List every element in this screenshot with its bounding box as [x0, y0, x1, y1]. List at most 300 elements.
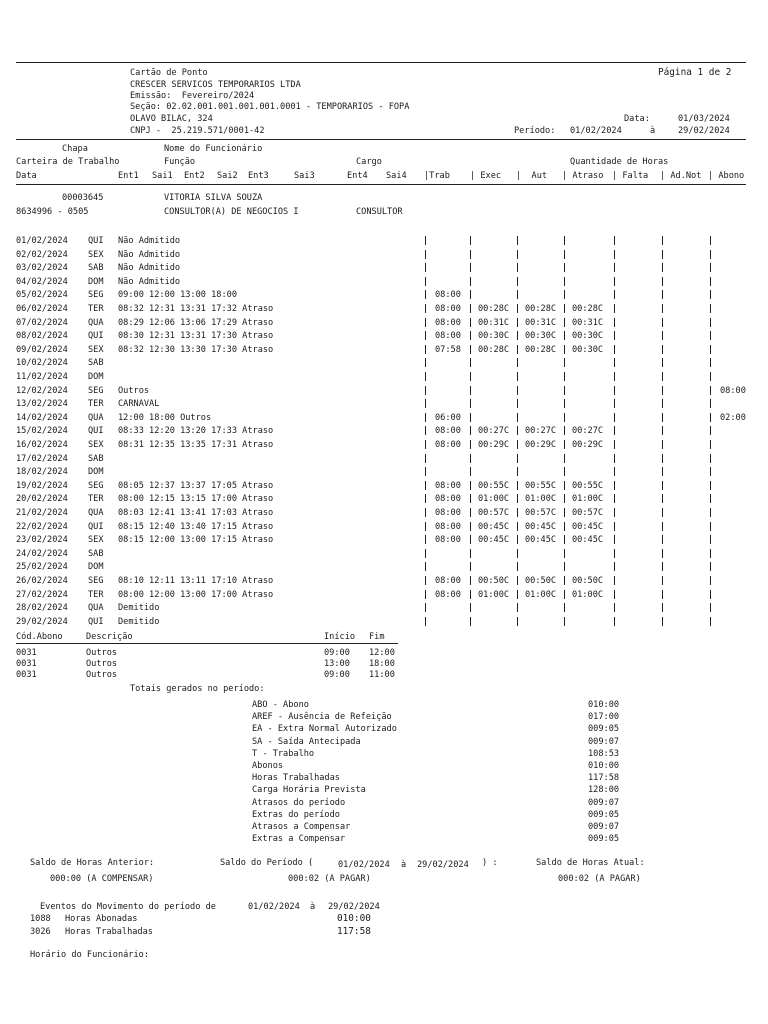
column-separator — [564, 454, 565, 463]
day-marks: Outros — [118, 385, 150, 396]
column-separator — [517, 522, 518, 531]
day-aut: 00:55C — [525, 480, 557, 491]
abono-inicio: 13:00 — [324, 659, 350, 669]
column-separator — [517, 603, 518, 612]
day-date: 28/02/2024 — [16, 603, 68, 614]
day-atraso: 00:29C — [572, 440, 604, 450]
day-row — [0, 562, 768, 576]
total-row — [0, 834, 768, 848]
col-nome: Nome do Funcionário — [164, 144, 263, 154]
day-row — [0, 372, 768, 386]
day-exec: 00:28C — [478, 344, 510, 355]
day-of-week: SAB — [88, 263, 104, 274]
total-value: 017:00 — [588, 712, 620, 723]
period-sep: à — [650, 126, 656, 136]
column-separator — [614, 440, 615, 449]
day-of-week: SEX — [88, 344, 104, 355]
column-separator — [517, 399, 518, 408]
column-separator — [564, 345, 565, 354]
column-separator — [470, 250, 471, 259]
total-value: 117:58 — [588, 773, 620, 784]
emission: Emissão: Fevereiro/2024 — [130, 91, 255, 101]
day-exec: 00:31C — [478, 317, 510, 328]
employee-cargo: CONSULTOR — [356, 207, 403, 217]
day-atraso: 00:30C — [572, 344, 604, 355]
column-separator — [614, 290, 615, 299]
column-separator — [710, 372, 711, 381]
day-marks: 08:32 12:30 13:30 17:30 Atraso — [118, 344, 274, 355]
eventos-end: 29/02/2024 — [328, 902, 380, 912]
day-trab: 08:00 — [435, 535, 461, 546]
column-separator — [425, 250, 426, 259]
company-name: CRESCER SERVICOS TEMPORARIOS LTDA — [130, 80, 301, 90]
column-separator — [564, 481, 565, 490]
total-value: 010:00 — [588, 761, 620, 771]
total-label: Horas Trabalhadas — [252, 773, 340, 784]
day-of-week: TER — [88, 589, 104, 600]
total-value: 009:05 — [588, 809, 620, 820]
day-aut: 00:28C — [525, 344, 557, 355]
day-trab: 08:00 — [435, 426, 461, 437]
column-separator — [662, 399, 663, 408]
day-of-week: DOM — [88, 562, 104, 573]
column-separator — [517, 345, 518, 354]
day-exec: 00:28C — [478, 304, 510, 314]
total-label: Abonos — [252, 761, 284, 771]
day-of-week: DOM — [88, 372, 104, 382]
total-value: 009:05 — [588, 834, 620, 845]
column-separator — [662, 535, 663, 544]
day-of-week: SAB — [88, 548, 104, 559]
column-separator — [470, 454, 471, 463]
total-label: T - Trabalho — [252, 748, 315, 759]
day-trab: 06:00 — [435, 412, 461, 423]
day-trab: 08:00 — [435, 589, 461, 600]
column-separator — [614, 454, 615, 463]
day-marks: CARNAVAL — [118, 399, 160, 410]
column-separator — [662, 522, 663, 531]
day-date: 08/02/2024 — [16, 331, 68, 342]
day-marks: 12:00 18:00 Outros — [118, 412, 212, 423]
day-row — [0, 467, 768, 481]
day-date: 29/02/2024 — [16, 616, 68, 627]
column-separator — [614, 236, 615, 245]
day-trab: 08:00 — [435, 494, 461, 505]
evento-desc: Horas Trabalhadas — [65, 927, 153, 937]
day-atraso: 00:28C — [572, 304, 604, 314]
column-separator — [564, 467, 565, 476]
column-separator — [710, 426, 711, 435]
column-separator — [564, 250, 565, 259]
column-separator — [517, 290, 518, 299]
column-separator — [425, 494, 426, 503]
day-of-week: QUI — [88, 236, 104, 246]
day-of-week: SEX — [88, 535, 104, 546]
column-separator — [614, 522, 615, 531]
day-date: 10/02/2024 — [16, 358, 68, 369]
day-date: 04/02/2024 — [16, 276, 68, 287]
day-aut: 00:45C — [525, 521, 557, 532]
day-row — [0, 426, 768, 440]
day-of-week: SEX — [88, 440, 104, 450]
column-separator — [564, 590, 565, 599]
column-separator — [662, 467, 663, 476]
column-separator — [425, 331, 426, 340]
column-separator — [470, 290, 471, 299]
saldo-atual-value: 000:02 (A PAGAR) — [558, 874, 641, 884]
day-date: 25/02/2024 — [16, 562, 68, 573]
column-separator — [710, 413, 711, 422]
saldo-atual-label: Saldo de Horas Atual: — [536, 858, 645, 868]
column-separator — [425, 535, 426, 544]
column-separator — [710, 358, 711, 367]
column-separator — [662, 440, 663, 449]
column-separator — [710, 549, 711, 558]
period-end: 29/02/2024 — [678, 126, 730, 136]
day-exec: 01:00C — [478, 494, 510, 505]
abono-fim: 12:00 — [369, 648, 395, 658]
column-separator — [710, 290, 711, 299]
column-separator — [662, 263, 663, 272]
abono-desc: Outros — [86, 648, 118, 658]
column-separator — [425, 454, 426, 463]
column-separator — [662, 426, 663, 435]
column-separator — [710, 331, 711, 340]
column-separator — [564, 413, 565, 422]
column-separator — [564, 508, 565, 517]
column-separator — [564, 440, 565, 449]
day-aut: 00:45C — [525, 535, 557, 546]
day-exec: 00:55C — [478, 480, 510, 491]
col-chapa: Chapa — [62, 144, 88, 154]
header-rule — [16, 139, 746, 140]
column-separator — [517, 250, 518, 259]
day-marks: 08:30 12:31 13:31 17:30 Atraso — [118, 331, 274, 342]
day-date: 27/02/2024 — [16, 589, 68, 600]
day-exec: 00:30C — [478, 331, 510, 342]
day-date: 09/02/2024 — [16, 344, 68, 355]
employee-chapa: 00003645 — [62, 193, 104, 203]
date-value: 01/03/2024 — [678, 114, 730, 124]
column-separator — [425, 562, 426, 571]
evento-cod: 3026 — [30, 927, 51, 937]
column-separator — [710, 277, 711, 286]
day-row — [0, 277, 768, 291]
evento-value: 010:00 — [337, 913, 371, 924]
column-separator — [517, 508, 518, 517]
day-exec: 00:27C — [478, 426, 510, 437]
col-ent2: Ent2 — [184, 171, 205, 181]
day-trab: 08:00 — [435, 440, 461, 450]
column-separator — [710, 250, 711, 259]
column-separator — [517, 386, 518, 395]
column-separator — [564, 304, 565, 313]
column-separator — [614, 399, 615, 408]
day-trab: 08:00 — [435, 576, 461, 586]
column-separator — [470, 399, 471, 408]
column-separator — [425, 263, 426, 272]
saldo-anterior-label: Saldo de Horas Anterior: — [30, 858, 155, 868]
day-of-week: QUA — [88, 508, 104, 518]
column-separator — [517, 331, 518, 340]
day-row — [0, 481, 768, 495]
total-value: 128:00 — [588, 785, 620, 796]
total-value: 010:00 — [588, 700, 620, 710]
column-separator — [470, 481, 471, 490]
day-marks: Não Admitido — [118, 249, 181, 260]
total-label: Carga Horária Prevista — [252, 785, 366, 796]
column-separator — [710, 576, 711, 585]
column-separator — [614, 590, 615, 599]
column-separator — [425, 590, 426, 599]
column-separator — [662, 304, 663, 313]
day-of-week: QUI — [88, 616, 104, 627]
period-start: 01/02/2024 — [570, 126, 622, 136]
column-separator — [425, 549, 426, 558]
address: OLAVO BILAC, 324 — [130, 114, 213, 124]
day-aut: 00:31C — [525, 317, 557, 328]
column-separator — [662, 236, 663, 245]
day-marks: 09:00 12:00 13:00 18:00 — [118, 290, 237, 301]
day-date: 06/02/2024 — [16, 304, 68, 314]
employee-carteira: 8634996 - 0505 — [16, 207, 89, 217]
column-separator — [614, 562, 615, 571]
abono-col-cod: Cód.Abono — [16, 632, 63, 642]
day-atraso: 00:55C — [572, 480, 604, 491]
column-separator — [662, 617, 663, 626]
eventos-title: Eventos do Movimento do período de — [40, 902, 216, 912]
column-separator — [470, 372, 471, 381]
column-separator — [662, 331, 663, 340]
column-separator — [614, 494, 615, 503]
day-row — [0, 522, 768, 536]
column-separator — [710, 481, 711, 490]
day-date: 03/02/2024 — [16, 263, 68, 274]
doc-title: Cartão de Ponto — [130, 68, 208, 78]
day-trab: 08:00 — [435, 317, 461, 328]
column-separator — [710, 386, 711, 395]
day-of-week: QUA — [88, 603, 104, 614]
column-separator — [710, 617, 711, 626]
day-aut: 00:50C — [525, 576, 557, 586]
total-label: Atrasos do período — [252, 797, 346, 808]
day-row — [0, 304, 768, 318]
day-marks: Demitido — [118, 603, 160, 614]
day-date: 21/02/2024 — [16, 508, 68, 518]
day-row — [0, 386, 768, 400]
day-of-week: SAB — [88, 453, 104, 464]
column-separator — [517, 263, 518, 272]
column-separator — [425, 508, 426, 517]
day-of-week: TER — [88, 494, 104, 505]
column-separator — [614, 345, 615, 354]
column-separator — [710, 603, 711, 612]
day-row — [0, 494, 768, 508]
column-separator — [517, 590, 518, 599]
day-marks: 08:10 12:11 13:11 17:10 Atraso — [118, 576, 274, 586]
column-separator — [564, 399, 565, 408]
day-row — [0, 603, 768, 617]
column-separator — [564, 386, 565, 395]
day-row — [0, 535, 768, 549]
day-trab: 08:00 — [435, 304, 461, 314]
day-date: 01/02/2024 — [16, 236, 68, 246]
column-separator — [517, 454, 518, 463]
columns-rule — [16, 184, 746, 185]
column-separator — [662, 603, 663, 612]
col-qtd-horas: Quantidade de Horas — [570, 157, 669, 167]
column-separator — [470, 263, 471, 272]
day-of-week: TER — [88, 304, 104, 314]
total-label: EA - Extra Normal Autorizado — [252, 724, 397, 735]
abono-col-desc: Descrição — [86, 632, 133, 642]
day-date: 26/02/2024 — [16, 576, 68, 586]
abono-fim: 18:00 — [369, 659, 395, 669]
column-separator — [470, 236, 471, 245]
day-date: 17/02/2024 — [16, 453, 68, 464]
column-separator — [564, 494, 565, 503]
column-separator — [710, 236, 711, 245]
day-row — [0, 345, 768, 359]
column-separator — [425, 467, 426, 476]
day-marks: 08:29 12:06 13:06 17:29 Atraso — [118, 317, 274, 328]
column-separator — [470, 603, 471, 612]
column-separator — [425, 481, 426, 490]
column-separator — [470, 467, 471, 476]
column-separator — [662, 413, 663, 422]
abono-cod: 0031 — [16, 648, 37, 658]
total-label: ABO - Abono — [252, 700, 309, 710]
column-separator — [614, 263, 615, 272]
day-row — [0, 290, 768, 304]
column-separator — [710, 590, 711, 599]
day-atraso: 01:00C — [572, 494, 604, 505]
day-row — [0, 549, 768, 563]
day-of-week: QUI — [88, 521, 104, 532]
column-separator — [564, 617, 565, 626]
abono-col-fim: Fim — [369, 632, 385, 642]
column-separator — [517, 481, 518, 490]
day-row — [0, 454, 768, 468]
column-separator — [517, 440, 518, 449]
column-separator — [517, 467, 518, 476]
day-aut: 00:28C — [525, 304, 557, 314]
column-separator — [425, 358, 426, 367]
column-separator — [662, 454, 663, 463]
day-of-week: SAB — [88, 358, 104, 369]
day-exec: 01:00C — [478, 589, 510, 600]
day-date: 07/02/2024 — [16, 317, 68, 328]
column-separator — [470, 508, 471, 517]
column-separator — [425, 617, 426, 626]
total-label: Extras do período — [252, 809, 340, 820]
day-row — [0, 263, 768, 277]
day-marks: 08:33 12:20 13:20 17:33 Atraso — [118, 426, 274, 437]
day-row — [0, 617, 768, 631]
day-abono: 02:00 — [720, 412, 746, 423]
column-separator — [517, 562, 518, 571]
day-of-week: QUI — [88, 426, 104, 437]
column-separator — [470, 562, 471, 571]
day-marks: 08:05 12:37 13:37 17:05 Atraso — [118, 480, 274, 491]
column-separator — [614, 386, 615, 395]
day-marks: Não Admitido — [118, 263, 181, 274]
column-separator — [425, 440, 426, 449]
column-separator — [614, 358, 615, 367]
col-trab: |Trab — [424, 171, 450, 181]
column-separator — [425, 372, 426, 381]
column-separator — [564, 535, 565, 544]
column-separator — [614, 603, 615, 612]
col-adnot: | Ad.Not — [660, 171, 702, 181]
day-date: 20/02/2024 — [16, 494, 68, 505]
column-separator — [564, 603, 565, 612]
section: Seção: 02.02.001.001.001.001.0001 - TEMPORARIOS - FOPA — [130, 102, 410, 112]
column-separator — [517, 535, 518, 544]
saldo-periodo-end: 29/02/2024 — [417, 860, 469, 870]
day-row — [0, 358, 768, 372]
day-trab: 08:00 — [435, 508, 461, 518]
column-separator — [425, 413, 426, 422]
day-trab: 08:00 — [435, 290, 461, 301]
day-of-week: DOM — [88, 276, 104, 287]
column-separator — [564, 562, 565, 571]
day-date: 11/02/2024 — [16, 372, 68, 382]
eventos-start: 01/02/2024 — [248, 902, 300, 912]
column-separator — [662, 481, 663, 490]
column-separator — [470, 494, 471, 503]
column-separator — [470, 617, 471, 626]
day-date: 14/02/2024 — [16, 412, 68, 423]
day-atraso: 00:50C — [572, 576, 604, 586]
abono-fim: 11:00 — [369, 670, 395, 680]
saldo-periodo-label: Saldo do Período ( — [220, 858, 314, 868]
day-abono: 08:00 — [720, 385, 746, 396]
abono-desc: Outros — [86, 659, 118, 669]
evento-row — [0, 914, 768, 928]
column-separator — [710, 454, 711, 463]
day-exec: 00:45C — [478, 535, 510, 546]
day-row — [0, 250, 768, 264]
total-value: 009:07 — [588, 736, 620, 747]
col-ent1: Ent1 — [118, 171, 139, 181]
day-marks: 08:15 12:00 13:00 17:15 Atraso — [118, 535, 274, 546]
column-separator — [470, 304, 471, 313]
column-separator — [517, 413, 518, 422]
evento-cod: 1088 — [30, 914, 51, 924]
day-row — [0, 318, 768, 332]
column-separator — [470, 277, 471, 286]
column-separator — [470, 345, 471, 354]
column-separator — [614, 304, 615, 313]
column-separator — [470, 358, 471, 367]
column-separator — [470, 440, 471, 449]
day-row — [0, 413, 768, 427]
day-of-week: SEG — [88, 576, 104, 586]
column-separator — [614, 617, 615, 626]
column-separator — [662, 508, 663, 517]
eventos-sep: à — [310, 902, 316, 912]
horario-label: Horário do Funcionário: — [30, 950, 149, 960]
day-exec: 00:50C — [478, 576, 510, 586]
column-separator — [470, 576, 471, 585]
day-row — [0, 440, 768, 454]
abono-inicio: 09:00 — [324, 648, 350, 658]
day-atraso: 00:45C — [572, 535, 604, 546]
column-separator — [564, 331, 565, 340]
total-value: 009:07 — [588, 822, 620, 832]
column-separator — [470, 318, 471, 327]
